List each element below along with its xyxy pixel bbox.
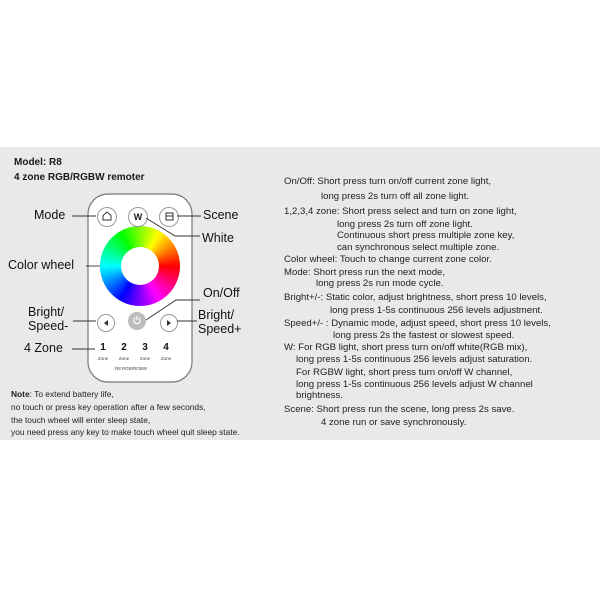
instruction-line: long press 2s run mode cycle.	[316, 278, 444, 289]
instruction-line: long press 1-5s continuous 256 levels adjust W channel	[296, 379, 533, 390]
zone-key-4[interactable]: 4	[163, 342, 169, 353]
note-line-2: no touch or press key operation after a few seconds,	[11, 402, 206, 412]
label-bright-minus-2: Speed-	[28, 319, 69, 333]
instruction-line: long press 1-5s continuous 256 levels adjust saturation.	[296, 354, 533, 365]
label-scene: Scene	[203, 208, 239, 222]
zone-key-1[interactable]: 1	[100, 342, 106, 353]
label-four-zone: 4 Zone	[24, 341, 63, 355]
instruction-line: long press 1-5s continuous 256 levels adjustment.	[330, 305, 543, 316]
instruction-line: can synchronous select multiple zone.	[337, 242, 500, 253]
instruction-line: Scene: Short press run the scene, long press 2s save.	[284, 404, 515, 415]
zone-caption-2: Zone	[118, 356, 130, 361]
instruction-line: On/Off: Short press turn on/off current zone light,	[284, 176, 492, 187]
instruction-line: long press 2s turn off all zone light.	[321, 191, 470, 202]
instruction-line: Continuous short press multiple zone key,	[337, 230, 515, 241]
instruction-line: Bright+/-: Static color, adjust brightness, short press 10 levels,	[284, 292, 547, 303]
label-white: White	[202, 231, 234, 245]
note-line-1	[11, 388, 114, 401]
label-color-wheel: Color wheel	[8, 258, 75, 272]
label-bright-plus-2: Speed+	[198, 322, 242, 336]
remote-footer: R8 RGB/RGBW	[115, 366, 148, 371]
label-mode: Mode	[34, 208, 66, 222]
zone-caption-3: Zone	[139, 356, 151, 361]
zone-key-2[interactable]: 2	[121, 342, 127, 353]
note-line-3: the touch wheel will enter sleep state,	[11, 415, 151, 425]
zone-caption-4: Zone	[160, 356, 172, 361]
instruction-line: long press 2s turn off zone light.	[337, 219, 473, 230]
note-label: Note	[11, 389, 30, 399]
instruction-line: 4 zone run or save synchronously.	[321, 417, 467, 428]
label-bright-minus-1: Bright/	[28, 305, 65, 319]
note-line-4: you need press any key to make touch wheel quit sleep state.	[11, 427, 240, 437]
instruction-line: Speed+/- : Dynamic mode, adjust speed, short press 10 levels,	[284, 318, 551, 329]
instruction-line: 1,2,3,4 zone: Short press select and turn on zone light,	[284, 206, 517, 217]
instruction-line: brightness.	[296, 390, 343, 401]
model-subtitle: 4 zone RGB/RGBW remoter	[14, 172, 145, 183]
instruction-line: For RGBW light, short press turn on/off W channel,	[296, 367, 513, 378]
label-bright-plus-1: Bright/	[198, 308, 235, 322]
label-on-off: On/Off	[203, 286, 240, 300]
zone-caption-1: Zone	[97, 356, 109, 361]
note-text: : To extend battery life,	[29, 389, 114, 399]
w-key-label: W	[133, 212, 143, 222]
instruction-line: long press 2s the fastest or slowest speed.	[333, 330, 515, 341]
zone-key-3[interactable]: 3	[142, 342, 148, 353]
instruction-line: Color wheel: Touch to change current zone color.	[284, 254, 492, 265]
instruction-line: W: For RGB light, short press turn on/off white(RGB mix),	[284, 342, 528, 353]
model-title: Model: R8	[14, 157, 62, 168]
instruction-line: Mode: Short press run the next mode,	[284, 267, 446, 278]
